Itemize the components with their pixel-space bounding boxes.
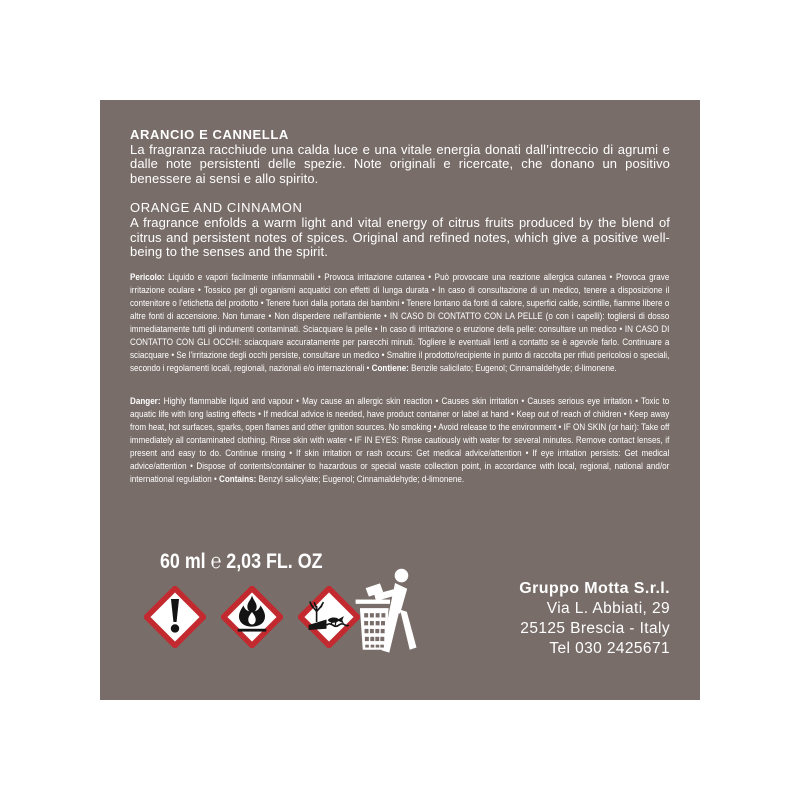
ghs-flammable-icon (221, 586, 283, 648)
hazard-label-en: Danger: (130, 396, 161, 408)
net-volume-text: 60 ml ℮ 2,03 FL. OZ (160, 550, 323, 573)
tidyman-disposal-icon (354, 568, 426, 654)
product-label (100, 100, 700, 700)
company-address-line1: Via L. Abbiati, 29 (546, 600, 670, 617)
fragrance-description-it: La fragranza racchiude una calda luce e una vitale energia donati dall’intreccio di agrumi e dalle note persistenti delle spezie. Note originali e ricercate, che donano un positivo benessere ai sensi e allo spirito. (130, 142, 670, 186)
hazard-label-it: Pericolo: (130, 272, 165, 284)
company-info (519, 579, 670, 659)
ghs-pictogram-row (144, 586, 360, 648)
contains-body-en: Benzyl salicylate; Eugenol; Cinnamaldehyde; d-limonene. (256, 474, 465, 486)
contains-body-it: Benzile salicilato; Eugenol; Cinnamaldehyde; d-limonene. (408, 363, 617, 375)
ghs-exclamation-hazard-icon (144, 586, 206, 648)
hazard-statement-it (130, 271, 669, 375)
ghs-environment-hazard-icon (298, 586, 360, 648)
contains-label-en: Contains: (219, 474, 257, 486)
hazard-body-it: Liquido e vapori facilmente infiammabili • Provoca irritazione cutanea • Può provocare una reazione allergica cutanea • Provoca grave irritazione oculare • Tossico per gli organismi acquatici con effetti di lunga durata • In caso di consultazione di un medico, tenere a disposizione il contenitore o l’etichetta del prodotto • Tenere fuori dalla portata dei bambini • Tenere lontano da fonti di calore, superfici calde, scintille, fiamme libere o altre fonti di accensione. Non fumare • Non disperdere nell’ambiente • IN CASO DI CONTATTO CON LA PELLE (o con i capelli): togliersi di dosso immediatamente tutti gli indumenti contaminati. Sciacquare la pelle • In caso di irritazione o eruzione della pelle: consultare un medico • IN CASO DI CONTATTO CON GLI OCCHI: sciacquare accuratamente per parecchi minuti. Togliere le eventuali lenti a contatto se è agevole farlo. Continuare a sciacquare • Se l’irritazione degli occhi persiste, consultare un medico • Smaltire il prodotto/recipiente in punto di raccolta per rifiuti pericolosi o speciali, secondo i regolamenti locali, regionali, nazionali e/o internazionali • (130, 272, 670, 375)
hazard-statement-en (130, 395, 669, 486)
contains-label-it: Contiene: (371, 363, 409, 375)
hazard-body-en: Highly flammable liquid and vapour • May cause an allergic skin reaction • Causes skin irritation • Causes serious eye irritation • Toxic to aquatic life with long lasting effects • If medical advice is needed, have product container or label at hand • Keep out of reach of children • Keep away from heat, hot surfaces, sparks, open flames and other ignition sources. No smoking • Avoid release to the environment • IF ON SKIN (or hair): Take off immediately all contaminated clothing. Rinse skin with water • IF IN EYES: Rinse cautiously with water for several minutes. Remove contact lenses, if present and easy to do. Continue rinsing • If skin irritation or rash occurs: Get medical advice/attention • If eye irritation persists: Get medical advice/attention • Dispose of contents/container to hazardous or special waste collection point, in accordance with local, regional, national and/or international regulation • (130, 396, 670, 486)
company-name: Gruppo Motta S.r.l. (519, 580, 670, 597)
fragrance-title-it: ARANCIO E CANNELLA (130, 127, 289, 142)
company-address-line2: 25125 Brescia - Italy (520, 620, 670, 637)
company-phone: Tel 030 2425671 (549, 640, 670, 657)
fragrance-description-en: A fragrance enfolds a warm light and vital energy of citrus fruits produced by the blend of citrus and persistent notes of spices. Original and refined notes, which give a positive well-being to the senses and the spirit. (130, 215, 670, 260)
section-en (130, 200, 670, 259)
fragrance-title-en: ORANGE AND CINNAMON (130, 200, 303, 216)
